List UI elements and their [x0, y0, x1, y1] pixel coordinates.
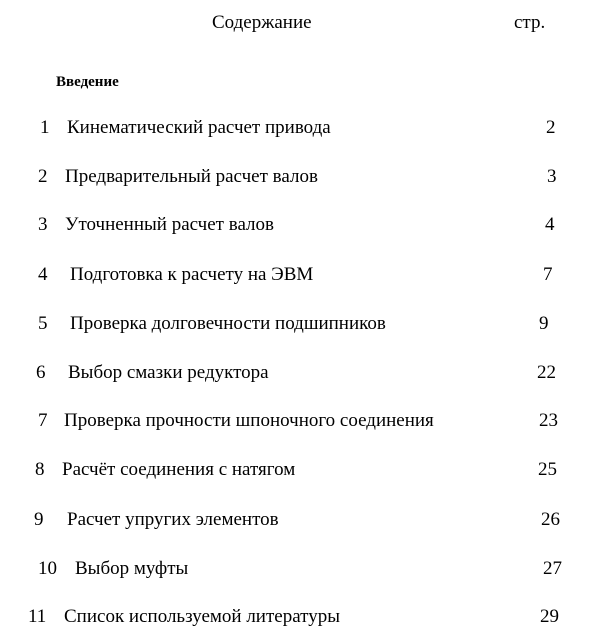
toc-page-number: 25	[538, 459, 557, 480]
toc-title: Предварительный расчет валов	[65, 166, 318, 187]
toc-page-number: 27	[543, 558, 562, 579]
toc-number: 1	[40, 117, 50, 138]
toc-page-number: 4	[545, 214, 555, 235]
toc-number: 4	[38, 264, 48, 285]
toc-row	[0, 604, 613, 630]
toc-title: Выбор смазки редуктора	[68, 362, 269, 383]
toc-page-number: 9	[539, 313, 549, 334]
toc-row	[0, 262, 613, 288]
toc-row	[0, 212, 613, 238]
toc-row	[0, 457, 613, 483]
toc-title: Проверка прочности шпоночного соединения	[64, 410, 434, 431]
toc-number: 9	[34, 509, 44, 530]
toc-number: 8	[35, 459, 45, 480]
toc-number: 3	[38, 214, 48, 235]
toc-page-number: 29	[540, 606, 559, 627]
page-column-label: стр.	[514, 12, 546, 33]
toc-row	[0, 115, 613, 141]
toc-row	[0, 556, 613, 582]
toc-row	[0, 311, 613, 337]
toc-title: Выбор муфты	[75, 558, 189, 579]
toc-page-number: 2	[546, 117, 556, 138]
toc-page-number: 7	[543, 264, 553, 285]
toc-page-number: 26	[541, 509, 560, 530]
toc-number: 11	[28, 606, 47, 627]
toc-title: Уточненный расчет валов	[65, 214, 274, 235]
toc-title: Расчёт соединения с натягом	[62, 459, 296, 480]
toc-row	[0, 408, 613, 434]
toc-number: 5	[38, 313, 48, 334]
toc-page-number: 23	[539, 410, 558, 431]
toc-number: 10	[38, 558, 57, 579]
toc-row	[0, 507, 613, 533]
intro-heading: Введение	[56, 74, 119, 90]
toc-page-number: 3	[547, 166, 557, 187]
page-title: Содержание	[212, 12, 312, 33]
toc-title: Подготовка к расчету на ЭВМ	[70, 264, 314, 285]
toc-number: 7	[38, 410, 48, 431]
toc-title: Расчет упругих элементов	[67, 509, 279, 530]
toc-number: 6	[36, 362, 46, 383]
toc-row	[0, 360, 613, 386]
toc-number: 2	[38, 166, 48, 187]
toc-title: Список используемой литературы	[64, 606, 340, 627]
toc-row	[0, 164, 613, 190]
toc-title: Кинематический расчет привода	[67, 117, 331, 138]
toc-title: Проверка долговечности подшипников	[70, 313, 386, 334]
toc-page-number: 22	[537, 362, 556, 383]
